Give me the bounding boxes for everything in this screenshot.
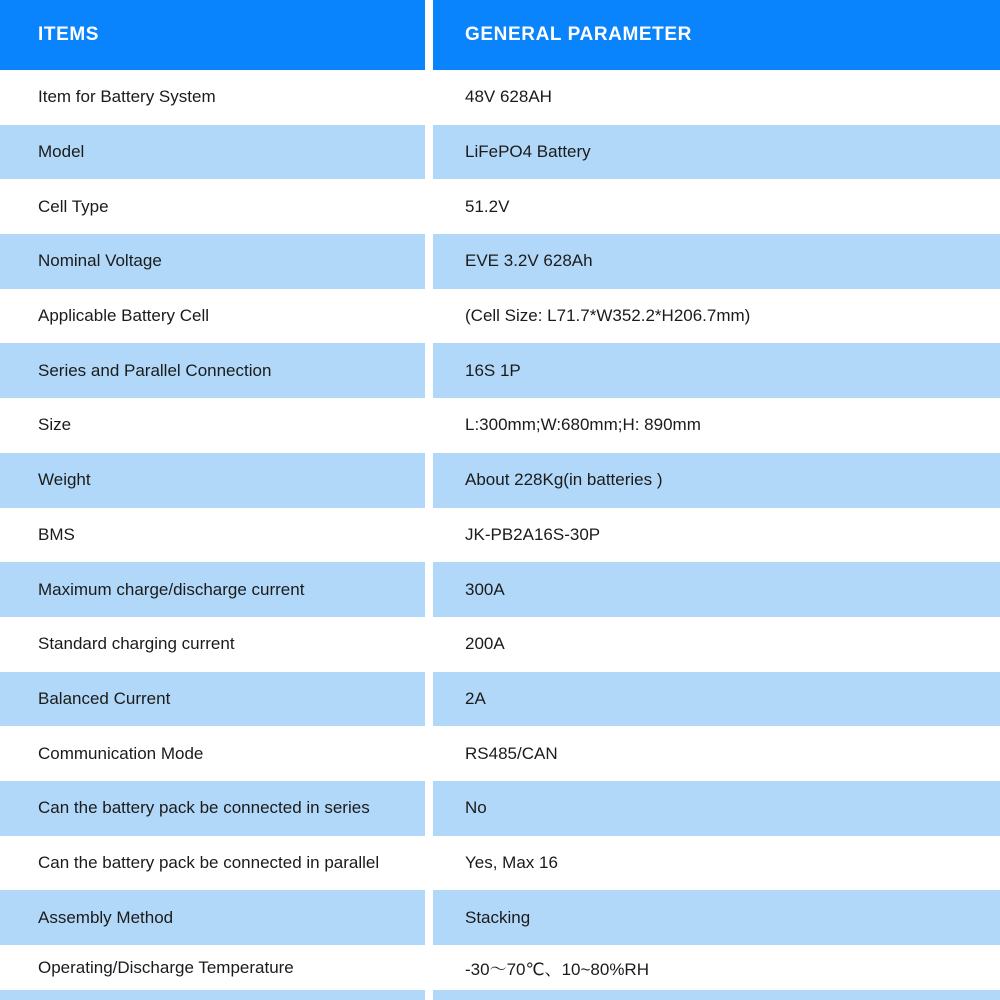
- value-cell: [433, 990, 1000, 1000]
- item-cell: Balanced Current: [0, 672, 425, 727]
- item-cell: Item for Battery System: [0, 70, 425, 125]
- value-cell: EVE 3.2V 628Ah: [433, 234, 1000, 289]
- table-row: [0, 781, 1000, 836]
- value-cell: RS485/CAN: [433, 726, 1000, 781]
- column-divider: [425, 781, 433, 836]
- value-cell: About 228Kg(in batteries ): [433, 453, 1000, 508]
- table-row: [0, 453, 1000, 508]
- column-divider: [425, 945, 433, 990]
- column-divider: [425, 125, 433, 180]
- table-header-row: [0, 0, 1000, 70]
- column-divider: [425, 672, 433, 727]
- item-cell: [0, 990, 425, 1000]
- item-cell: Applicable Battery Cell: [0, 289, 425, 344]
- column-divider: [425, 234, 433, 289]
- value-cell: 200A: [433, 617, 1000, 672]
- table-row: [0, 398, 1000, 453]
- table-row: [0, 234, 1000, 289]
- value-cell: 48V 628AH: [433, 70, 1000, 125]
- table-row: [0, 289, 1000, 344]
- item-cell: Maximum charge/discharge current: [0, 562, 425, 617]
- column-divider: [425, 890, 433, 945]
- table-row: [0, 179, 1000, 234]
- header-general-parameter: GENERAL PARAMETER: [433, 0, 1000, 70]
- value-cell: LiFePO4 Battery: [433, 125, 1000, 180]
- table-row: [0, 343, 1000, 398]
- column-divider: [425, 453, 433, 508]
- column-divider: [425, 726, 433, 781]
- value-cell: -30〜70℃、10~80%RH: [433, 945, 1000, 990]
- item-cell: Size: [0, 398, 425, 453]
- item-cell: Model: [0, 125, 425, 180]
- value-cell: JK-PB2A16S-30P: [433, 508, 1000, 563]
- item-cell: Nominal Voltage: [0, 234, 425, 289]
- table-row: [0, 836, 1000, 891]
- value-cell: 51.2V: [433, 179, 1000, 234]
- item-cell: Cell Type: [0, 179, 425, 234]
- item-cell: Assembly Method: [0, 890, 425, 945]
- value-cell: 300A: [433, 562, 1000, 617]
- header-items: ITEMS: [0, 0, 425, 70]
- column-divider: [425, 343, 433, 398]
- table-row: [0, 70, 1000, 125]
- column-divider: [425, 836, 433, 891]
- column-divider: [425, 289, 433, 344]
- table-row: [0, 508, 1000, 563]
- table-row: [0, 125, 1000, 180]
- table-row: [0, 672, 1000, 727]
- item-cell: Can the battery pack be connected in parallel: [0, 836, 425, 891]
- column-divider: [425, 508, 433, 563]
- value-cell: 16S 1P: [433, 343, 1000, 398]
- column-divider: [425, 70, 433, 125]
- item-cell: Standard charging current: [0, 617, 425, 672]
- value-cell: Stacking: [433, 890, 1000, 945]
- item-cell: Communication Mode: [0, 726, 425, 781]
- table-row: [0, 945, 1000, 990]
- table-row: [0, 617, 1000, 672]
- column-divider: [425, 990, 433, 1000]
- item-cell: Operating/Discharge Temperature: [0, 945, 425, 990]
- table-row-partial: [0, 990, 1000, 1000]
- table-row: [0, 562, 1000, 617]
- table-row: [0, 726, 1000, 781]
- item-cell: BMS: [0, 508, 425, 563]
- column-divider: [425, 617, 433, 672]
- value-cell: L:300mm;W:680mm;H: 890mm: [433, 398, 1000, 453]
- item-cell: Series and Parallel Connection: [0, 343, 425, 398]
- column-divider: [425, 398, 433, 453]
- value-cell: Yes, Max 16: [433, 836, 1000, 891]
- value-cell: No: [433, 781, 1000, 836]
- value-cell: (Cell Size: L71.7*W352.2*H206.7mm): [433, 289, 1000, 344]
- value-cell: 2A: [433, 672, 1000, 727]
- column-divider: [425, 562, 433, 617]
- item-cell: Can the battery pack be connected in series: [0, 781, 425, 836]
- table-row: [0, 890, 1000, 945]
- column-divider: [425, 0, 433, 70]
- column-divider: [425, 179, 433, 234]
- item-cell: Weight: [0, 453, 425, 508]
